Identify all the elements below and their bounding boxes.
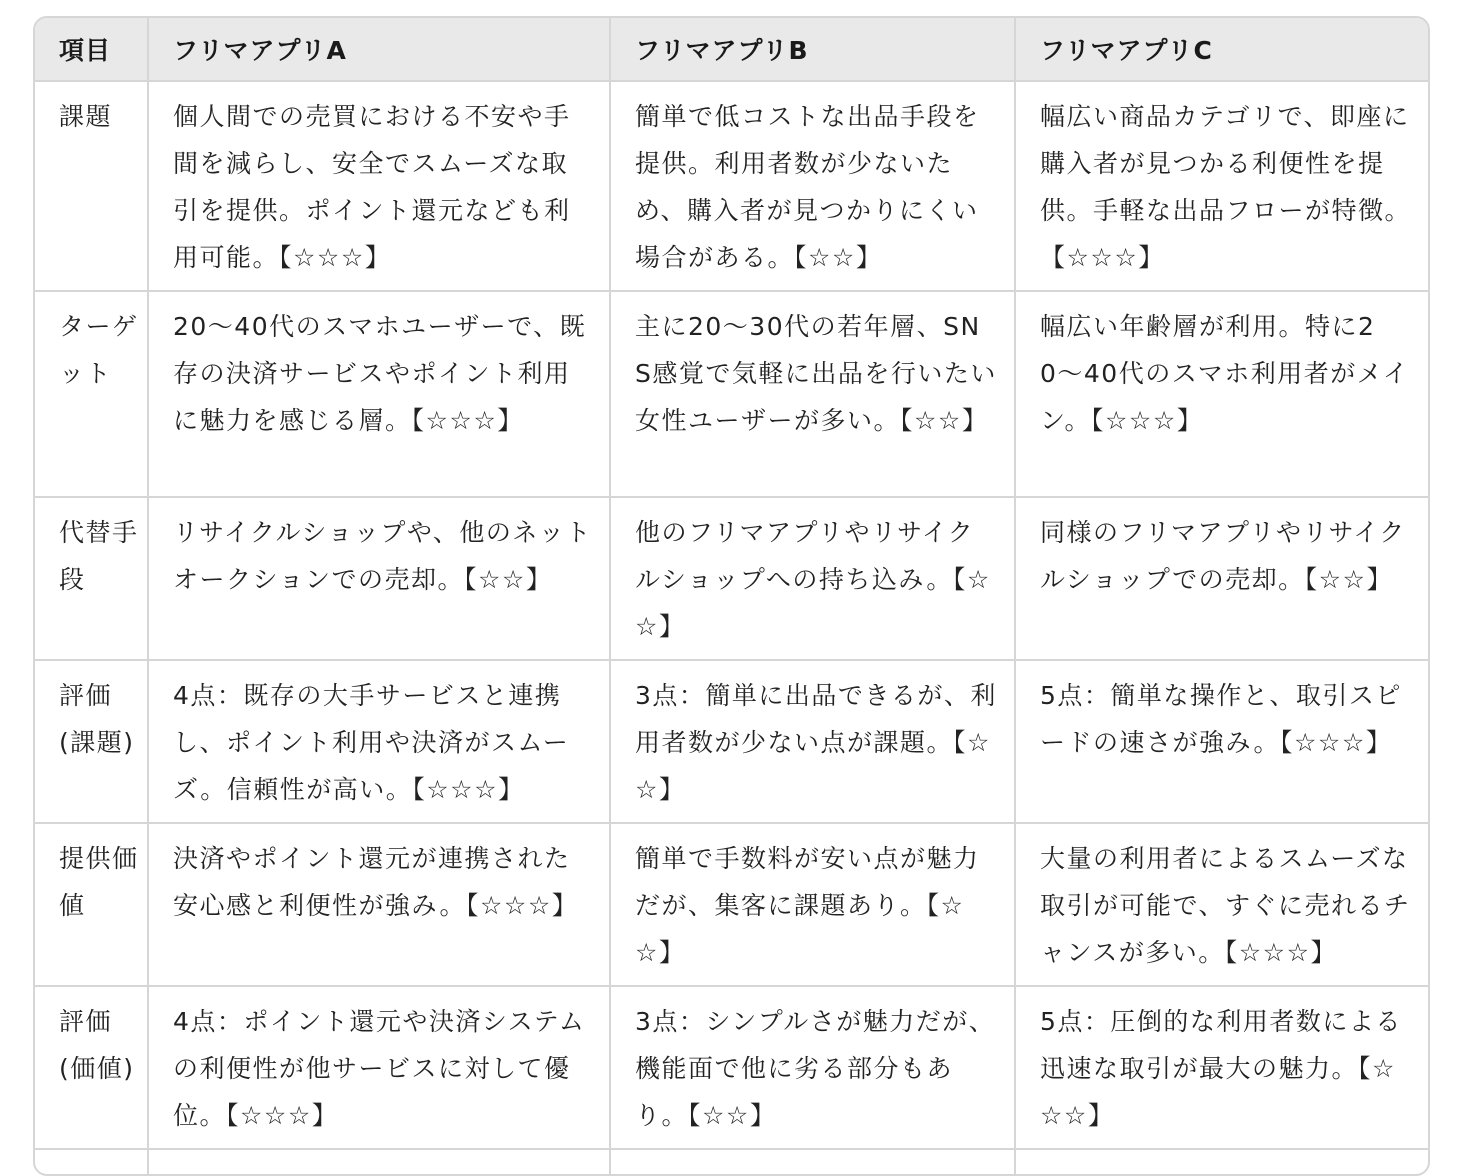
cell-app-c: 大量の利用者によるスムーズな取引が可能で、すぐに売れるチャンスが多い。【☆☆☆】 — [1015, 823, 1428, 986]
header-app-b: フリマアプリB — [610, 18, 1015, 81]
table-row — [35, 660, 1428, 823]
cell-app-b: 3点：簡単に出品できるが、利用者数が少ない点が課題。【☆☆】 — [610, 660, 1015, 823]
header-app-a: フリマアプリA — [148, 18, 610, 81]
table-row — [35, 1149, 1428, 1176]
row-label: 代替手段 — [35, 497, 148, 660]
cell-app-c: 同様のフリマアプリやリサイクルショップでの売却。【☆☆】 — [1015, 497, 1428, 660]
table-header-row — [35, 18, 1428, 81]
cell-app-b: 主に20〜30代の若年層、SNS感覚で気軽に出品を行いたい女性ユーザーが多い。【☆☆】 — [610, 291, 1015, 497]
cell-app-b — [610, 1149, 1015, 1176]
cell-app-c: 5点：圧倒的な利用者数による迅速な取引が最大の魅力。【☆☆☆】 — [1015, 986, 1428, 1149]
row-label: 提供価値 — [35, 823, 148, 986]
cell-app-a: リサイクルショップや、他のネットオークションでの売却。【☆☆】 — [148, 497, 610, 660]
cell-app-b: 簡単で低コストな出品手段を提供。利用者数が少ないため、購入者が見つかりにくい場合がある。【☆☆】 — [610, 81, 1015, 291]
header-app-c: フリマアプリC — [1015, 18, 1428, 81]
cell-app-a: 個人間での売買における不安や手間を減らし、安全でスムーズな取引を提供。ポイント還元なども利用可能。【☆☆☆】 — [148, 81, 610, 291]
row-label — [35, 1149, 148, 1176]
comparison-table-container — [33, 16, 1430, 1176]
cell-app-a: 4点：ポイント還元や決済システムの利便性が他サービスに対して優位。【☆☆☆】 — [148, 986, 610, 1149]
table-row — [35, 81, 1428, 291]
cell-app-a: 20〜40代のスマホユーザーで、既存の決済サービスやポイント利用に魅力を感じる層。【☆☆☆】 — [148, 291, 610, 497]
cell-app-c: 幅広い年齢層が利用。特に20〜40代のスマホ利用者がメイン。【☆☆☆】 — [1015, 291, 1428, 497]
comparison-table — [35, 18, 1428, 1176]
table-row — [35, 497, 1428, 660]
header-item: 項目 — [35, 18, 148, 81]
row-label: 課題 — [35, 81, 148, 291]
table-row — [35, 823, 1428, 986]
cell-app-a: 4点：既存の大手サービスと連携し、ポイント利用や決済がスムーズ。信頼性が高い。【☆☆☆】 — [148, 660, 610, 823]
cell-app-c: 5点：簡単な操作と、取引スピードの速さが強み。【☆☆☆】 — [1015, 660, 1428, 823]
cell-app-a — [148, 1149, 610, 1176]
cell-app-c: 幅広い商品カテゴリで、即座に購入者が見つかる利便性を提供。手軽な出品フローが特徴。【☆☆☆】 — [1015, 81, 1428, 291]
cell-app-b: 他のフリマアプリやリサイクルショップへの持ち込み。【☆☆】 — [610, 497, 1015, 660]
cell-app-c — [1015, 1149, 1428, 1176]
row-label: 評価(価値) — [35, 986, 148, 1149]
cell-app-b: 簡単で手数料が安い点が魅力だが、集客に課題あり。【☆☆】 — [610, 823, 1015, 986]
row-label: ターゲット — [35, 291, 148, 497]
cell-app-a: 決済やポイント還元が連携された安心感と利便性が強み。【☆☆☆】 — [148, 823, 610, 986]
row-label: 評価(課題) — [35, 660, 148, 823]
cell-app-b: 3点：シンプルさが魅力だが、機能面で他に劣る部分もあり。【☆☆】 — [610, 986, 1015, 1149]
table-row — [35, 291, 1428, 497]
table-row — [35, 986, 1428, 1149]
